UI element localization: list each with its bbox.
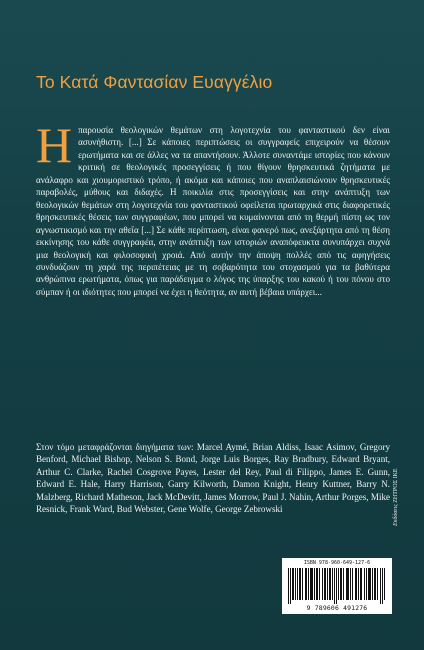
blurb-paragraph [36,117,390,298]
barcode-bars [288,568,386,604]
blurb-text: παρουσία θεολογικών θεμάτων στη λογοτεχνία του φανταστικού δεν είναι ασυνήθιστη. [...] Σε κάποιες περιπτώσεις οι συγγραφείς επιχειρούν να θέσουν ερωτήματα και σε άλλες να τα απαντήσουν. Άλλοτε συναντάμε ιστορίες που κάνουν κριτική σε θεολογικές προσεγγίσεις ή που θίγουν θρησκευτικά ζητήματα με ανάλαφρο και χιουμοριστικό τρόπο, ή ακόμα και κάποιες που αναπλαισιώνουν θρησκευτικές παραβολές, μύθους και διδαχές. Η ποικιλία στις προσεγγίσεις και στην ανάπτυξη των θεολογικών θεμάτων στη λογοτεχνία του φανταστικού οφείλεται πρωταρχικά στις διαφορετικές θρησκευτικές θέσεις των συγγραφέων, που μπορεί να κυμαίνονται από τη θερμή πίστη ως τον αγνωστικισμό και την αθεΐα [...] Σε κάθε περίπτωση, είναι φανερό πως, ανεξάρτητα από τη θέση εκκίνησης του κάθε συγγραφέα, στην ανάπτυξη των ιστοριών αναπόφευκτα συνυπάρχει συχνά μια θεολογική και φιλοσοφική χροιά. Από αυτήν την άποψη πολλές από τις αφηγήσεις συνδυάζουν τη χαρά της περιπέτειας με τη σοβαρότητα του στοχασμού για τα βαθύτερα ανθρώπινα ερωτήματα, όπως για παράδειγμα ο λόγος της ύπαρξης του κακού ή του πόνου στο σύμπαν ή οι ιδιότητες που μπορεί να έχει η θεότητα, αν αυτή βέβαια υπάρχει... [36,125,390,297]
publisher-imprint [393,468,399,526]
isbn-barcode [282,558,392,614]
drop-cap: Η [36,117,73,173]
isbn-label: ISBN 978-960-649-127-6 [303,560,371,566]
publisher-prefix: Εκδόσεις [393,504,399,526]
authors-list: Στον τόμο μεταφράζονται διηγήματα των: Marcel Aymé, Brian Aldiss, Isaac Asimov, Gregory Benford, Michael Bishop, Nelson S. Bond, Jorge Luis Borges, Ray Bradbury, Edward Bryant, Arthur C. Clarke, Rachel Cosgrove Payes, Lester del Rey, Paul di Filippo, James E. Gunn, Edward E. Hale, Harry Harrison, Garry Kilworth, Damon Knight, Henry Kuttner, Barry N. Malzberg, Richard Matheson, Jack McDevitt, James Morrow, Paul J. Nahin, Arthur Porges, Mike Resnick, Frank Ward, Bud Webster, Gene Wolfe, George Zebrowski [36,442,390,515]
publisher-name: ΖΗΤΡΟΣ ΙΚΕ [393,468,399,503]
barcode-number: 9 789606 491276 [306,604,368,612]
book-title: Το Κατά Φαντασίαν Ευαγγέλιο [36,72,273,92]
